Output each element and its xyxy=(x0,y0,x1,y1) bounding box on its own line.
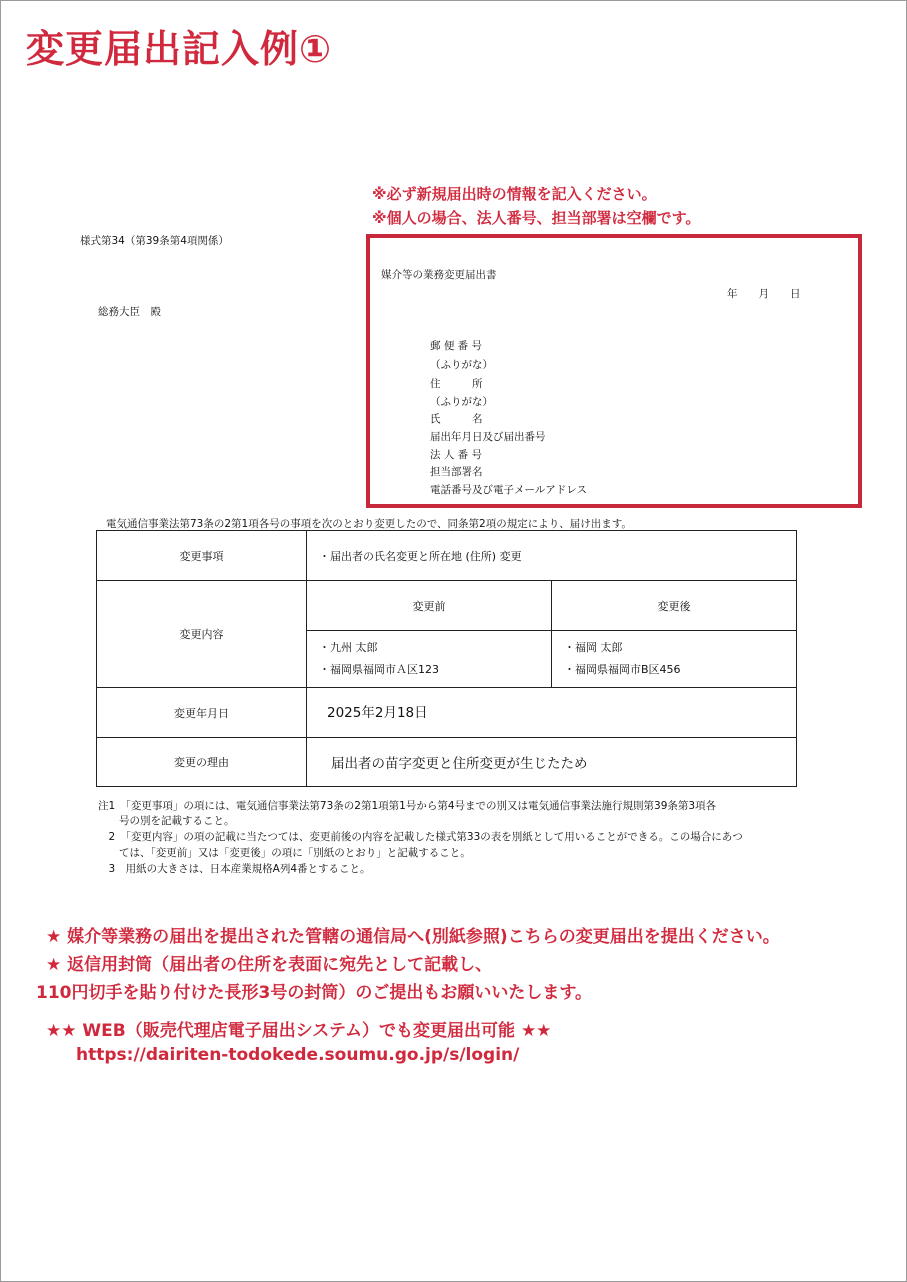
table-row-change-content-header xyxy=(97,581,797,631)
web-filing-url[interactable]: https://dairiten-todokede.soumu.go.jp/s/login/ xyxy=(76,1045,520,1065)
note-2: 2 「変更内容」の項の記載に当たつては、変更前後の内容を記載した様式第33の表を別紙として用いることができる。この場合にあつ xyxy=(98,831,743,843)
table-row-change-reason xyxy=(97,738,797,787)
field-department: 担当部署名 xyxy=(430,466,483,478)
notice-1: ※必ず新規届出時の情報を記入ください。 xyxy=(372,185,657,203)
form-title: 媒介等の業務変更届出書 xyxy=(381,269,497,281)
value-change-item: ・届出者の氏名変更と所在地 (住所) 変更 xyxy=(307,531,797,581)
after-line-2: ・福岡県福岡市B区456 xyxy=(564,663,681,676)
instruction-envelope-cont: 110円切手を貼り付けた長形3号の封筒）のご提出もお願いいたします。 xyxy=(36,983,592,1003)
before-line-1: ・九州 太郎 xyxy=(319,641,378,654)
table-row-change-item xyxy=(97,531,797,581)
label-change-item: 変更事項 xyxy=(97,531,307,581)
form-reference: 様式第34（第39条第4項関係） xyxy=(80,235,229,247)
table-row-change-date xyxy=(97,688,797,738)
field-address: 住 所 xyxy=(430,378,483,390)
label-change-date: 変更年月日 xyxy=(97,688,307,738)
field-filing-date-number: 届出年月日及び届出番号 xyxy=(430,431,546,443)
note-1-cont: 号の別を記載すること。 xyxy=(98,815,235,827)
note-3: 3 用紙の大きさは、日本産業規格A列4番とすること。 xyxy=(98,863,371,875)
change-table xyxy=(96,530,797,787)
label-change-reason: 変更の理由 xyxy=(97,738,307,787)
date-line: 年 月 日 xyxy=(727,288,801,300)
value-before xyxy=(307,631,552,688)
field-furigana-address: （ふりがな） xyxy=(430,359,493,371)
value-after xyxy=(552,631,797,688)
note-1: 注1 「変更事項」の項には、電気通信事業法第73条の2第1項第1号から第4号までの別又は電気通信事業法施行規則第39条第3項各 xyxy=(98,800,717,812)
note-2-cont: ては、「変更前」又は「変更後」の項に「別紙のとおり」と記載すること。 xyxy=(98,847,471,859)
value-change-date: 2025年2月18日 xyxy=(307,688,797,738)
page-title: 変更届出記入例① xyxy=(26,27,333,71)
field-postal-code: 郵 便 番 号 xyxy=(430,340,483,352)
field-name: 氏 名 xyxy=(430,413,483,425)
web-filing-notice: ★★ WEB（販売代理店電子届出システム）でも変更届出可能 ★★ xyxy=(46,1021,552,1041)
field-corporate-number: 法 人 番 号 xyxy=(430,449,483,461)
field-phone-email: 電話番号及び電子メールアドレス xyxy=(430,484,587,496)
intro-text: 電気通信事業法第73条の2第1項各号の事項を次のとおり変更したので、同条第2項の規定により、届け出ます。 xyxy=(106,518,632,530)
after-line-1: ・福岡 太郎 xyxy=(564,641,623,654)
notice-2: ※個人の場合、法人番号、担当部署は空欄です。 xyxy=(372,209,701,227)
header-after: 変更後 xyxy=(552,581,797,631)
field-furigana-name: （ふりがな） xyxy=(430,396,493,408)
instruction-submit: ★ 媒介等業務の届出を提出された管轄の通信局へ(別紙参照)こちらの変更届出を提出ください。 xyxy=(46,927,780,947)
header-before: 変更前 xyxy=(307,581,552,631)
instruction-envelope: ★ 返信用封筒（届出者の住所を表面に宛先として記載し、 xyxy=(46,955,493,975)
before-line-2: ・福岡県福岡市Ａ区123 xyxy=(319,663,439,676)
value-change-reason: 届出者の苗字変更と住所変更が生じたため xyxy=(307,738,797,787)
label-change-content: 変更内容 xyxy=(97,581,307,688)
addressee: 総務大臣 殿 xyxy=(98,306,161,318)
